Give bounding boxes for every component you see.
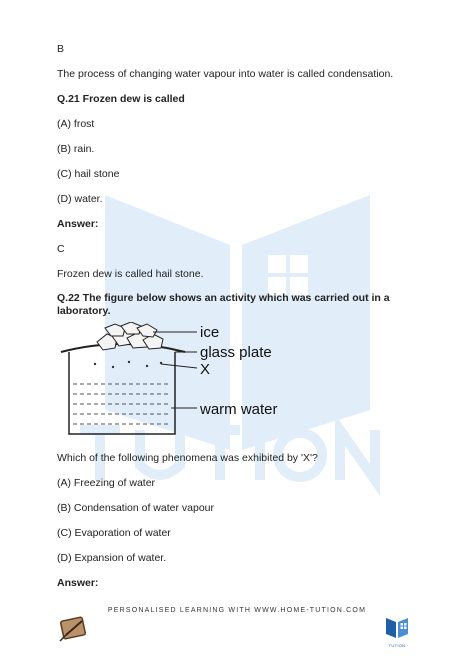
q21-option-c: (C) hail stone — [57, 168, 120, 180]
q22-option-a: (A) Freezing of water — [57, 477, 156, 489]
q21-option-b: (B) rain. — [57, 143, 95, 155]
q22-option-b: (B) Condensation of water vapour — [57, 502, 215, 514]
previous-explanation: The process of changing water vapour into water is called condensation. — [57, 68, 394, 80]
answer-label: Answer: — [57, 218, 99, 230]
q22-option-d: (D) Expansion of water. — [57, 552, 167, 564]
q21-answer: C — [57, 243, 65, 255]
answer-label-2: Answer: — [57, 577, 99, 589]
water-droplets — [94, 361, 162, 368]
q21-option-a: (A) frost — [57, 118, 95, 130]
question-22-line2: laboratory. — [57, 305, 111, 317]
question-21: Q.21 Frozen dew is called — [57, 93, 185, 105]
question-22-line1: Q.22 The figure below shows an activity which was carried out in a — [57, 292, 390, 304]
beaker — [69, 352, 175, 434]
previous-answer: B — [57, 43, 65, 55]
warm-water — [73, 384, 171, 424]
home-tution-logo-icon — [384, 612, 410, 642]
ice-cubes — [97, 322, 163, 350]
logo-wordmark: TUTION — [388, 643, 406, 648]
label-ice: ice — [200, 324, 220, 341]
label-x: X — [200, 361, 211, 378]
q21-explanation: Frozen dew is called hail stone. — [57, 268, 204, 280]
q21-option-d: (D) water. — [57, 193, 103, 205]
chalkboard-logo-icon — [56, 613, 90, 643]
question-22-prompt: Which of the following phenomena was exhibited by 'X'? — [57, 452, 318, 464]
label-glass-plate: glass plate — [200, 344, 272, 361]
experiment-figure — [57, 322, 377, 440]
footer-text: PERSONALISED LEARNING WITH WWW.HOME-TUTION.COM — [107, 607, 367, 614]
label-warm-water: warm water — [200, 401, 278, 418]
q22-option-c: (C) Evaporation of water — [57, 527, 171, 539]
